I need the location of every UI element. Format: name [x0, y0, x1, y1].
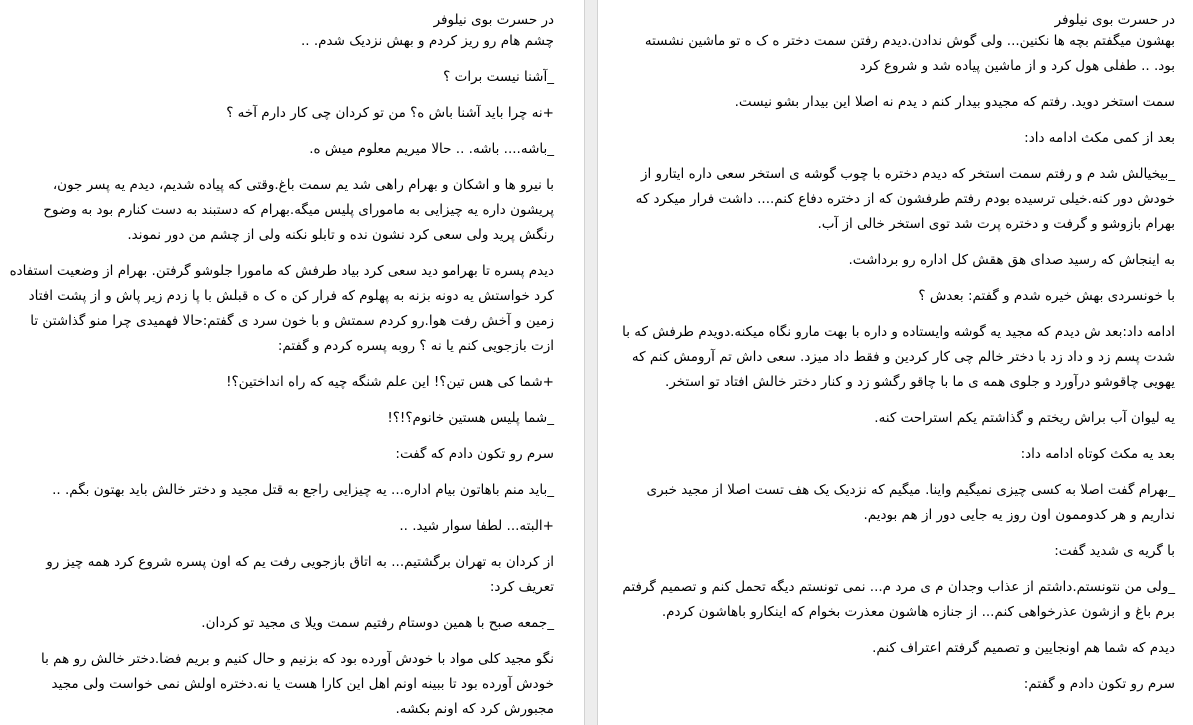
page-divider — [584, 0, 598, 725]
paragraph: دیدم پسره تا بهرامو دید سعی کرد بیاد طرفش که مامورا جلوشو گرفتن. بهرام از وضعیت استفاده کرد خواستش یه دونه بزنه به پهلوم که فرار کن ه ک ه قبلش با پا زدم زیر پاش و از پشت افتاد زمین و آخش رفت هوا.رو کردم سمتش و با خون سرد ی گفتم:حالا فهمیدی چرا منو گذاشتن تا ازت بازجویی کنم یا نه ؟ روبه پسره کردم و گفتم: — [9, 263, 554, 354]
paragraph: +البته... لطفا سوار شید. .. — [399, 518, 554, 534]
paragraph: +شما کی هس تین؟! این علم شنگه چیه که راه انداختین؟! — [226, 374, 554, 390]
paragraph: +نه چرا باید آشنا باش ه؟ من تو کردان چی کار دارم آخه ؟ — [226, 105, 554, 121]
paragraph: با گریه ی شدید گفت: — [1054, 543, 1175, 559]
paragraph: از کردان به تهران برگشتیم... به اتاق بازجویی رفت یم که اون پسره شروع کرد همه چیز رو تعریف کرد: — [46, 554, 554, 595]
paragraph: سرم رو تکون دادم و گفتم: — [1023, 676, 1175, 692]
paragraph: چشم هام رو ریز کردم و بهش نزدیک شدم. .. — [301, 33, 554, 49]
paragraph: به اینجاش که رسید صدای هق هقش کل اداره رو برداشت. — [848, 252, 1175, 268]
paragraph: _آشنا نیست برات ؟ — [443, 69, 554, 85]
paragraph: بهشون میگفتم بچه ها نکنین... ولی گوش ندادن.دیدم رفتن سمت دختر ه ک ه تو ماشین نشسته بود. .. طفلی هول کرد و از ماشین پیاده شد و شروع کرد — [644, 33, 1175, 74]
document-page-left — [0, 0, 584, 725]
paragraph: _بیخیالش شد م و رفتم سمت استخر که دیدم دختره با چوب گوشه ی استخر سعی داره ایتارو از خودش دور کنه.خیلی ترسیده بودم رفتم طرفشون که از دختره دفاع کنم.... داشت فرار میکرد که بهرام بازوشو و گرفت و دختره پرت شد توی استخر خالی از آب. — [635, 166, 1175, 232]
paragraph: یه لیوان آب براش ریختم و گذاشتم یکم استراحت کنه. — [874, 410, 1175, 426]
page-header: در حسرت بوی نیلوفر — [1054, 12, 1175, 28]
paragraph: _ولی من نتونستم.داشتم از عذاب وجدان م ی مرد م... نمی تونستم دیگه تحمل کنم و تصمیم گرفتم برم باغ و ازشون عذرخواهی کنم... از جنازه هاشون معذرت بخوام که اینکارو باهاشون کردم. — [622, 579, 1175, 620]
paragraph: ادامه داد:بعد ش دیدم که مجید یه گوشه وایستاده و داره با بهت مارو نگاه میکنه.دویدم طرفش که با شدت پسم زد و داد زد با دختر خالم چی کار کردین و فقط داد میزد. سعی داش تم آرومش کنم که یهویی چاقوشو درآورد و جلوی همه ی ما با چاقو رگشو زد و کنار دختر خالش افتاد تو استخر. — [622, 324, 1175, 390]
page-header: در حسرت بوی نیلوفر — [433, 12, 554, 28]
document-page-right — [598, 0, 1193, 725]
paragraph: با نیرو ها و اشکان و بهرام راهی شد یم سمت باغ.وقتی که پیاده شدیم، دیدم یه پسر جون، پریشون داره یه چیزایی به مامورای پلیس میگه.بهرام که دستبند به دست کنارم بود به وضوح رنگش پرید ولی سعی کرد نشون نده و تابلو نکنه ولی از چشم من دور نموند. — [43, 177, 554, 243]
paragraph: سمت استخر دوید. رفتم که مجیدو بیدار کنم د یدم نه اصلا این بیدار بشو نیست. — [734, 94, 1175, 110]
paragraph: _جمعه صبح با همین دوستام رفتیم سمت ویلا ی مجید تو کردان. — [201, 615, 554, 631]
paragraph: _بهرام گفت اصلا به کسی چیزی نمیگیم واینا. میگیم که نزدیک یک هف تست اصلا از مجید خبری نداریم و هر کدوممون اون روز یه جایی دور از هم بودیم. — [646, 482, 1175, 523]
paragraph: با خونسردی بهش خیره شدم و گفتم: بعدش ؟ — [918, 288, 1175, 304]
paragraph: بعد یه مکث کوتاه ادامه داد: — [1020, 446, 1175, 462]
paragraph: _باشه.... باشه. .. حالا میریم معلوم میش ه. — [309, 141, 554, 157]
paragraph: بعد از کمی مکث ادامه داد: — [1024, 130, 1175, 146]
paragraph: سرم رو تکون دادم که گفت: — [395, 446, 554, 462]
paragraph: نگو مجید کلی مواد با خودش آورده بود که بزنیم و حال کنیم و بریم فضا.دختر خالش رو هم با خودش آورده بود تا ببینه اونم اهل این کارا هست یا نه.دختره اولش نمی خواست ولی مجید مجبورش کرد که اونم بکشه. — [41, 651, 554, 717]
paragraph: دیدم که شما هم اونجایین و تصمیم گرفتم اعتراف کنم. — [872, 640, 1175, 656]
paragraph: _شما پلیس هستین خانوم؟!؟! — [387, 410, 554, 426]
paragraph: _باید منم باهاتون بیام اداره... یه چیزایی راجع به قتل مجید و دختر خالش باید بهتون بگم. .. — [52, 482, 554, 498]
